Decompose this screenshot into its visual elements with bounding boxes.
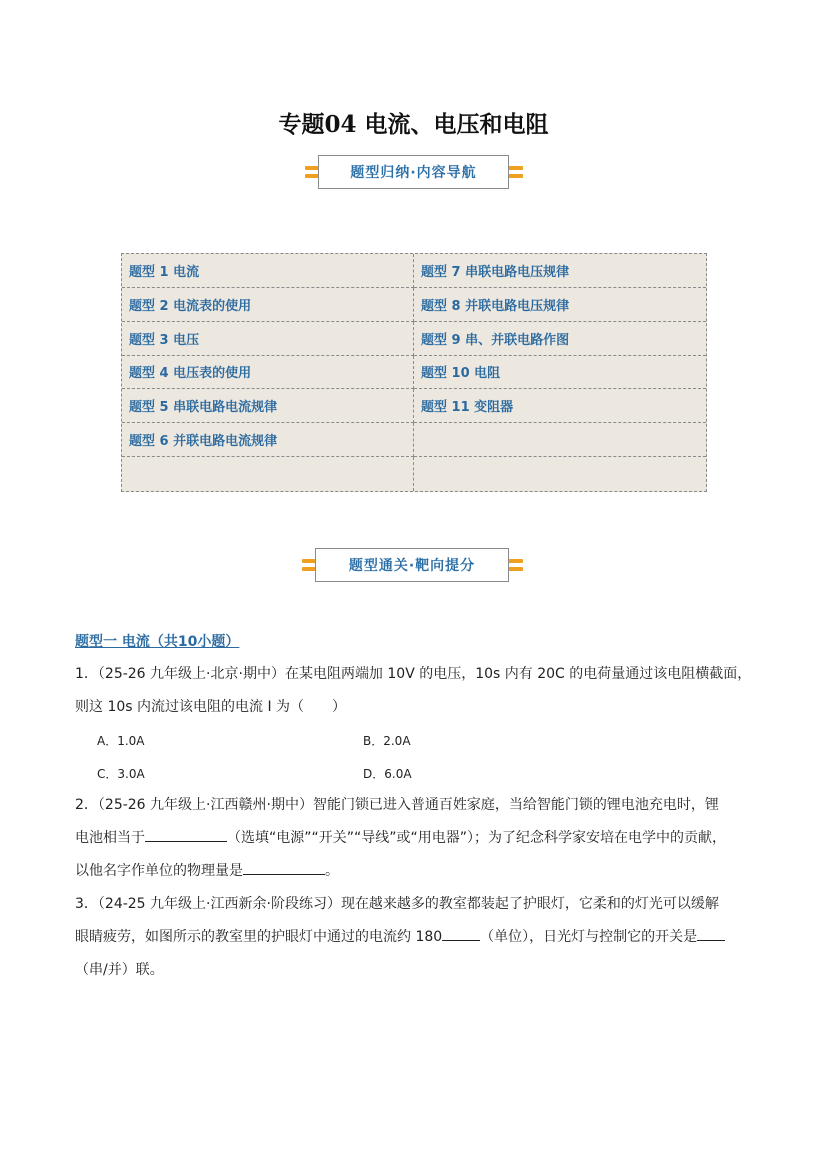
question-3 (75, 888, 755, 987)
question-2-line-1: 2．（25-26 九年级上·江西赣州·期中）智能门锁已进入普通百姓家庭，当给智能门锁的锂电池充电时，锂 (75, 797, 719, 813)
answer-blank[interactable] (243, 860, 325, 875)
option-c: C．3.0A (97, 767, 145, 781)
nav-topic-cell[interactable]: 题型 1 电流 (122, 254, 414, 288)
nav-topic-cell[interactable]: 题型 7 串联电路电压规律 (414, 254, 706, 288)
nav-topic-cell[interactable]: 题型 11 变阻器 (414, 389, 706, 423)
option-b: B．2.0A (363, 734, 411, 748)
nav-topic-cell[interactable] (414, 457, 706, 491)
nav-banner (305, 155, 522, 189)
question-1-line-1: 1．（25-26 九年级上·北京·期中）在某电阻两端加 10V 的电压，10s 内有 20C 的电荷量通过该电阻横截面， (75, 666, 752, 682)
nav-topic-cell[interactable]: 题型 5 串联电路电流规律 (122, 389, 414, 423)
question-3-line-2: 眼睛疲劳，如图所示的教室里的护眼灯中通过的电流约 180 （单位），日光灯与控制它的开关是 (75, 921, 755, 954)
section-heading: 题型一 电流（共10小题） (75, 634, 240, 650)
option-a: A．1.0A (97, 734, 145, 748)
question-3-line-1: 3．（24-25 九年级上·江西新余·阶段练习）现在越来越多的教室都装起了护眼灯，它柔和的灯光可以缓解 (75, 896, 719, 912)
question-2-line-3: 以他名字作单位的物理量是 。 (75, 855, 755, 888)
nav-topic-cell[interactable]: 题型 3 电压 (122, 322, 414, 356)
question-2-line-2: 电池相当于 （选填“电源”“开关”“导线”或“用电器”）；为了纪念科学家安培在电学中的贡献， (75, 822, 755, 855)
question-1-line-2: 则这 10s 内流过该电阻的电流 I 为（ ） (75, 699, 347, 715)
practice-banner (302, 548, 522, 582)
nav-topic-cell[interactable] (414, 423, 706, 457)
question-3-line-3: （串/并）联。 (75, 962, 164, 978)
answer-blank[interactable] (145, 827, 227, 842)
nav-topic-cell[interactable] (122, 457, 414, 491)
nav-topic-cell[interactable]: 题型 2 电流表的使用 (122, 288, 414, 322)
nav-topic-cell[interactable]: 题型 10 电阻 (414, 356, 706, 390)
topic-nav-table (121, 253, 707, 492)
practice-banner-label: 题型通关·靶向提分 (315, 548, 508, 582)
nav-topic-cell[interactable]: 题型 6 并联电路电流规律 (122, 423, 414, 457)
option-d: D．6.0A (363, 767, 412, 781)
answer-blank[interactable] (697, 926, 725, 941)
question-2 (75, 789, 755, 888)
page-title: 专题04 电流、电压和电阻 (278, 111, 549, 138)
nav-banner-label: 题型归纳·内容导航 (318, 155, 509, 189)
question-1 (75, 658, 755, 724)
nav-topic-cell[interactable]: 题型 4 电压表的使用 (122, 356, 414, 390)
answer-blank[interactable] (442, 926, 480, 941)
nav-topic-cell[interactable]: 题型 9 串、并联电路作图 (414, 322, 706, 356)
nav-topic-cell[interactable]: 题型 8 并联电路电压规律 (414, 288, 706, 322)
